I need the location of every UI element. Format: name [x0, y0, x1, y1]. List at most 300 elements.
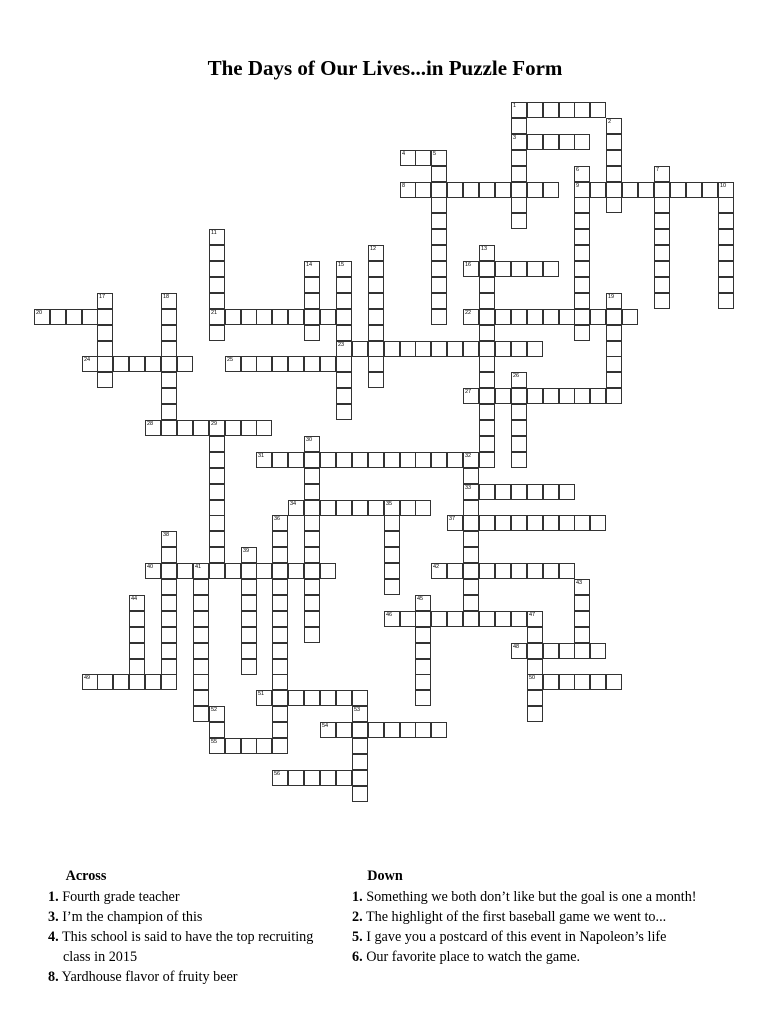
grid-cell[interactable]	[384, 579, 400, 595]
grid-cell[interactable]	[511, 484, 527, 500]
grid-cell[interactable]	[415, 690, 431, 706]
grid-cell[interactable]	[543, 102, 559, 118]
across-clue-3[interactable]	[48, 907, 338, 927]
grid-cell[interactable]	[686, 182, 702, 198]
grid-cell[interactable]	[320, 309, 336, 325]
grid-cell[interactable]	[415, 722, 431, 738]
grid-cell[interactable]	[256, 356, 272, 372]
grid-cell[interactable]	[256, 420, 272, 436]
grid-cell[interactable]	[431, 563, 447, 579]
grid-cell[interactable]	[511, 134, 527, 150]
grid-cell[interactable]	[336, 722, 352, 738]
grid-cell[interactable]	[209, 515, 225, 531]
grid-cell[interactable]	[654, 182, 670, 198]
grid-cell[interactable]	[304, 531, 320, 547]
grid-cell[interactable]	[304, 356, 320, 372]
grid-cell[interactable]	[97, 309, 113, 325]
grid-cell[interactable]	[336, 341, 352, 357]
grid-cell[interactable]	[336, 293, 352, 309]
grid-cell[interactable]	[272, 531, 288, 547]
grid-cell[interactable]	[479, 436, 495, 452]
grid-cell[interactable]	[320, 500, 336, 516]
grid-cell[interactable]	[256, 452, 272, 468]
grid-cell[interactable]	[272, 627, 288, 643]
grid-cell[interactable]	[495, 563, 511, 579]
grid-cell[interactable]	[97, 372, 113, 388]
grid-cell[interactable]	[590, 388, 606, 404]
grid-cell[interactable]	[209, 452, 225, 468]
grid-cell[interactable]	[638, 182, 654, 198]
grid-cell[interactable]	[336, 372, 352, 388]
grid-cell[interactable]	[479, 484, 495, 500]
grid-cell[interactable]	[288, 500, 304, 516]
grid-cell[interactable]	[559, 309, 575, 325]
grid-cell[interactable]	[304, 595, 320, 611]
grid-cell[interactable]	[209, 500, 225, 516]
grid-cell[interactable]	[463, 611, 479, 627]
grid-cell[interactable]	[272, 706, 288, 722]
grid-cell[interactable]	[161, 659, 177, 675]
grid-cell[interactable]	[527, 388, 543, 404]
grid-cell[interactable]	[527, 627, 543, 643]
grid-cell[interactable]	[463, 341, 479, 357]
grid-cell[interactable]	[606, 134, 622, 150]
grid-cell[interactable]	[97, 356, 113, 372]
down-clue-1[interactable]	[352, 887, 752, 907]
grid-cell[interactable]	[495, 611, 511, 627]
grid-cell[interactable]	[654, 277, 670, 293]
grid-cell[interactable]	[495, 341, 511, 357]
grid-cell[interactable]	[574, 325, 590, 341]
grid-cell[interactable]	[431, 277, 447, 293]
grid-cell[interactable]	[225, 420, 241, 436]
grid-cell[interactable]	[606, 182, 622, 198]
grid-cell[interactable]	[368, 356, 384, 372]
grid-cell[interactable]	[272, 674, 288, 690]
grid-cell[interactable]	[606, 118, 622, 134]
grid-cell[interactable]	[272, 770, 288, 786]
grid-cell[interactable]	[527, 261, 543, 277]
grid-cell[interactable]	[129, 595, 145, 611]
grid-cell[interactable]	[527, 182, 543, 198]
grid-cell[interactable]	[82, 356, 98, 372]
grid-cell[interactable]	[479, 277, 495, 293]
grid-cell[interactable]	[336, 277, 352, 293]
grid-cell[interactable]	[272, 611, 288, 627]
grid-cell[interactable]	[161, 547, 177, 563]
grid-cell[interactable]	[336, 404, 352, 420]
grid-cell[interactable]	[241, 611, 257, 627]
grid-cell[interactable]	[161, 563, 177, 579]
grid-cell[interactable]	[431, 452, 447, 468]
grid-cell[interactable]	[193, 706, 209, 722]
grid-cell[interactable]	[511, 420, 527, 436]
grid-cell[interactable]	[352, 754, 368, 770]
grid-cell[interactable]	[161, 325, 177, 341]
grid-cell[interactable]	[336, 356, 352, 372]
grid-cell[interactable]	[559, 102, 575, 118]
grid-cell[interactable]	[209, 293, 225, 309]
grid-cell[interactable]	[527, 134, 543, 150]
grid-cell[interactable]	[352, 770, 368, 786]
grid-cell[interactable]	[463, 515, 479, 531]
grid-cell[interactable]	[527, 674, 543, 690]
grid-cell[interactable]	[447, 182, 463, 198]
grid-cell[interactable]	[272, 579, 288, 595]
grid-cell[interactable]	[479, 309, 495, 325]
grid-cell[interactable]	[654, 229, 670, 245]
grid-cell[interactable]	[463, 579, 479, 595]
grid-cell[interactable]	[336, 388, 352, 404]
grid-cell[interactable]	[304, 261, 320, 277]
grid-cell[interactable]	[590, 309, 606, 325]
grid-cell[interactable]	[718, 261, 734, 277]
grid-cell[interactable]	[463, 261, 479, 277]
grid-cell[interactable]	[161, 579, 177, 595]
grid-cell[interactable]	[384, 563, 400, 579]
grid-cell[interactable]	[606, 325, 622, 341]
grid-cell[interactable]	[702, 182, 718, 198]
grid-cell[interactable]	[97, 325, 113, 341]
grid-cell[interactable]	[50, 309, 66, 325]
grid-cell[interactable]	[622, 182, 638, 198]
grid-cell[interactable]	[272, 738, 288, 754]
grid-cell[interactable]	[574, 261, 590, 277]
grid-cell[interactable]	[574, 515, 590, 531]
grid-cell[interactable]	[431, 611, 447, 627]
grid-cell[interactable]	[400, 500, 416, 516]
grid-cell[interactable]	[82, 309, 98, 325]
grid-cell[interactable]	[368, 500, 384, 516]
grid-cell[interactable]	[511, 261, 527, 277]
grid-cell[interactable]	[606, 356, 622, 372]
grid-cell[interactable]	[272, 309, 288, 325]
grid-cell[interactable]	[606, 372, 622, 388]
grid-cell[interactable]	[400, 452, 416, 468]
grid-cell[interactable]	[495, 515, 511, 531]
grid-cell[interactable]	[574, 595, 590, 611]
grid-cell[interactable]	[718, 213, 734, 229]
grid-cell[interactable]	[209, 563, 225, 579]
grid-cell[interactable]	[368, 309, 384, 325]
grid-cell[interactable]	[352, 500, 368, 516]
grid-cell[interactable]	[272, 690, 288, 706]
grid-cell[interactable]	[718, 245, 734, 261]
grid-cell[interactable]	[527, 341, 543, 357]
grid-cell[interactable]	[543, 674, 559, 690]
grid-cell[interactable]	[400, 341, 416, 357]
grid-cell[interactable]	[272, 563, 288, 579]
across-clue-8[interactable]	[48, 967, 338, 987]
grid-cell[interactable]	[447, 611, 463, 627]
grid-cell[interactable]	[511, 341, 527, 357]
grid-cell[interactable]	[479, 325, 495, 341]
grid-cell[interactable]	[161, 309, 177, 325]
grid-cell[interactable]	[574, 102, 590, 118]
grid-cell[interactable]	[304, 627, 320, 643]
grid-cell[interactable]	[113, 674, 129, 690]
grid-cell[interactable]	[336, 500, 352, 516]
grid-cell[interactable]	[304, 484, 320, 500]
grid-cell[interactable]	[161, 293, 177, 309]
grid-cell[interactable]	[336, 325, 352, 341]
grid-cell[interactable]	[606, 166, 622, 182]
grid-cell[interactable]	[559, 563, 575, 579]
grid-cell[interactable]	[511, 372, 527, 388]
grid-cell[interactable]	[145, 563, 161, 579]
grid-cell[interactable]	[479, 245, 495, 261]
grid-cell[interactable]	[368, 341, 384, 357]
grid-cell[interactable]	[209, 484, 225, 500]
grid-cell[interactable]	[193, 627, 209, 643]
grid-cell[interactable]	[304, 325, 320, 341]
grid-cell[interactable]	[161, 341, 177, 357]
grid-cell[interactable]	[320, 722, 336, 738]
grid-cell[interactable]	[606, 197, 622, 213]
grid-cell[interactable]	[304, 547, 320, 563]
grid-cell[interactable]	[654, 197, 670, 213]
grid-cell[interactable]	[368, 722, 384, 738]
grid-cell[interactable]	[384, 722, 400, 738]
grid-cell[interactable]	[177, 420, 193, 436]
grid-cell[interactable]	[415, 182, 431, 198]
grid-cell[interactable]	[113, 356, 129, 372]
grid-cell[interactable]	[511, 197, 527, 213]
grid-cell[interactable]	[543, 515, 559, 531]
grid-cell[interactable]	[193, 420, 209, 436]
grid-cell[interactable]	[511, 102, 527, 118]
grid-cell[interactable]	[606, 150, 622, 166]
grid-cell[interactable]	[145, 674, 161, 690]
grid-cell[interactable]	[384, 531, 400, 547]
grid-cell[interactable]	[272, 643, 288, 659]
grid-cell[interactable]	[209, 325, 225, 341]
grid-cell[interactable]	[384, 500, 400, 516]
grid-cell[interactable]	[256, 738, 272, 754]
grid-cell[interactable]	[606, 674, 622, 690]
grid-cell[interactable]	[352, 786, 368, 802]
grid-cell[interactable]	[606, 309, 622, 325]
grid-cell[interactable]	[479, 404, 495, 420]
grid-cell[interactable]	[559, 515, 575, 531]
grid-cell[interactable]	[447, 452, 463, 468]
grid-cell[interactable]	[590, 643, 606, 659]
grid-cell[interactable]	[272, 452, 288, 468]
grid-cell[interactable]	[352, 706, 368, 722]
grid-cell[interactable]	[415, 595, 431, 611]
grid-cell[interactable]	[574, 213, 590, 229]
grid-cell[interactable]	[304, 277, 320, 293]
grid-cell[interactable]	[336, 452, 352, 468]
grid-cell[interactable]	[384, 611, 400, 627]
grid-cell[interactable]	[368, 261, 384, 277]
grid-cell[interactable]	[511, 611, 527, 627]
grid-cell[interactable]	[272, 356, 288, 372]
grid-cell[interactable]	[384, 341, 400, 357]
grid-cell[interactable]	[479, 341, 495, 357]
grid-cell[interactable]	[288, 452, 304, 468]
grid-cell[interactable]	[241, 738, 257, 754]
grid-cell[interactable]	[336, 309, 352, 325]
grid-cell[interactable]	[352, 341, 368, 357]
grid-cell[interactable]	[718, 182, 734, 198]
grid-cell[interactable]	[479, 356, 495, 372]
down-clue-5[interactable]	[352, 927, 752, 947]
grid-cell[interactable]	[241, 643, 257, 659]
grid-cell[interactable]	[241, 563, 257, 579]
grid-cell[interactable]	[161, 643, 177, 659]
grid-cell[interactable]	[527, 484, 543, 500]
grid-cell[interactable]	[431, 245, 447, 261]
grid-cell[interactable]	[447, 515, 463, 531]
grid-cell[interactable]	[352, 452, 368, 468]
grid-cell[interactable]	[288, 690, 304, 706]
grid-cell[interactable]	[527, 611, 543, 627]
grid-cell[interactable]	[718, 277, 734, 293]
grid-cell[interactable]	[574, 166, 590, 182]
grid-cell[interactable]	[495, 261, 511, 277]
grid-cell[interactable]	[527, 690, 543, 706]
grid-cell[interactable]	[511, 213, 527, 229]
grid-cell[interactable]	[384, 452, 400, 468]
grid-cell[interactable]	[606, 293, 622, 309]
grid-cell[interactable]	[495, 309, 511, 325]
grid-cell[interactable]	[718, 197, 734, 213]
grid-cell[interactable]	[415, 674, 431, 690]
grid-cell[interactable]	[559, 674, 575, 690]
grid-cell[interactable]	[431, 341, 447, 357]
grid-cell[interactable]	[304, 500, 320, 516]
grid-cell[interactable]	[574, 245, 590, 261]
grid-cell[interactable]	[574, 611, 590, 627]
grid-cell[interactable]	[574, 293, 590, 309]
grid-cell[interactable]	[97, 674, 113, 690]
grid-cell[interactable]	[352, 690, 368, 706]
grid-cell[interactable]	[415, 627, 431, 643]
grid-cell[interactable]	[304, 563, 320, 579]
grid-cell[interactable]	[670, 182, 686, 198]
grid-cell[interactable]	[431, 722, 447, 738]
grid-cell[interactable]	[511, 563, 527, 579]
grid-cell[interactable]	[415, 341, 431, 357]
grid-cell[interactable]	[463, 595, 479, 611]
grid-cell[interactable]	[527, 643, 543, 659]
grid-cell[interactable]	[161, 388, 177, 404]
grid-cell[interactable]	[543, 563, 559, 579]
grid-cell[interactable]	[304, 515, 320, 531]
grid-cell[interactable]	[66, 309, 82, 325]
grid-cell[interactable]	[479, 293, 495, 309]
grid-cell[interactable]	[431, 197, 447, 213]
grid-cell[interactable]	[209, 722, 225, 738]
grid-cell[interactable]	[368, 245, 384, 261]
grid-cell[interactable]	[129, 643, 145, 659]
grid-cell[interactable]	[193, 563, 209, 579]
grid-cell[interactable]	[431, 309, 447, 325]
grid-cell[interactable]	[209, 706, 225, 722]
grid-cell[interactable]	[431, 229, 447, 245]
grid-cell[interactable]	[288, 356, 304, 372]
grid-cell[interactable]	[209, 309, 225, 325]
grid-cell[interactable]	[320, 563, 336, 579]
grid-cell[interactable]	[543, 388, 559, 404]
grid-cell[interactable]	[415, 452, 431, 468]
grid-cell[interactable]	[193, 674, 209, 690]
grid-cell[interactable]	[511, 166, 527, 182]
down-clue-2[interactable]	[352, 907, 752, 927]
grid-cell[interactable]	[479, 611, 495, 627]
grid-cell[interactable]	[288, 309, 304, 325]
grid-cell[interactable]	[431, 150, 447, 166]
grid-cell[interactable]	[479, 388, 495, 404]
grid-cell[interactable]	[511, 388, 527, 404]
grid-cell[interactable]	[463, 452, 479, 468]
grid-cell[interactable]	[161, 404, 177, 420]
grid-cell[interactable]	[241, 595, 257, 611]
grid-cell[interactable]	[256, 690, 272, 706]
grid-cell[interactable]	[654, 293, 670, 309]
grid-cell[interactable]	[368, 325, 384, 341]
grid-cell[interactable]	[463, 484, 479, 500]
grid-cell[interactable]	[272, 515, 288, 531]
grid-cell[interactable]	[209, 229, 225, 245]
grid-cell[interactable]	[415, 611, 431, 627]
grid-cell[interactable]	[527, 515, 543, 531]
grid-cell[interactable]	[495, 388, 511, 404]
grid-cell[interactable]	[352, 738, 368, 754]
grid-cell[interactable]	[447, 341, 463, 357]
grid-cell[interactable]	[559, 134, 575, 150]
grid-cell[interactable]	[559, 643, 575, 659]
grid-cell[interactable]	[177, 563, 193, 579]
grid-cell[interactable]	[574, 579, 590, 595]
grid-cell[interactable]	[336, 690, 352, 706]
grid-cell[interactable]	[193, 659, 209, 675]
grid-cell[interactable]	[209, 738, 225, 754]
grid-cell[interactable]	[225, 356, 241, 372]
grid-cell[interactable]	[304, 468, 320, 484]
grid-cell[interactable]	[479, 452, 495, 468]
grid-cell[interactable]	[718, 229, 734, 245]
grid-cell[interactable]	[495, 484, 511, 500]
grid-cell[interactable]	[543, 484, 559, 500]
across-clue-4[interactable]	[48, 927, 338, 967]
grid-cell[interactable]	[129, 611, 145, 627]
grid-cell[interactable]	[288, 770, 304, 786]
grid-cell[interactable]	[574, 197, 590, 213]
grid-cell[interactable]	[209, 547, 225, 563]
grid-cell[interactable]	[241, 356, 257, 372]
grid-cell[interactable]	[431, 213, 447, 229]
grid-cell[interactable]	[415, 500, 431, 516]
grid-cell[interactable]	[209, 468, 225, 484]
grid-cell[interactable]	[574, 182, 590, 198]
grid-cell[interactable]	[495, 182, 511, 198]
grid-cell[interactable]	[336, 261, 352, 277]
down-clue-6[interactable]	[352, 947, 752, 967]
grid-cell[interactable]	[384, 515, 400, 531]
grid-cell[interactable]	[479, 515, 495, 531]
grid-cell[interactable]	[145, 420, 161, 436]
grid-cell[interactable]	[527, 102, 543, 118]
grid-cell[interactable]	[129, 674, 145, 690]
grid-cell[interactable]	[161, 627, 177, 643]
grid-cell[interactable]	[304, 690, 320, 706]
grid-cell[interactable]	[511, 182, 527, 198]
grid-cell[interactable]	[654, 261, 670, 277]
grid-cell[interactable]	[161, 674, 177, 690]
grid-cell[interactable]	[511, 118, 527, 134]
